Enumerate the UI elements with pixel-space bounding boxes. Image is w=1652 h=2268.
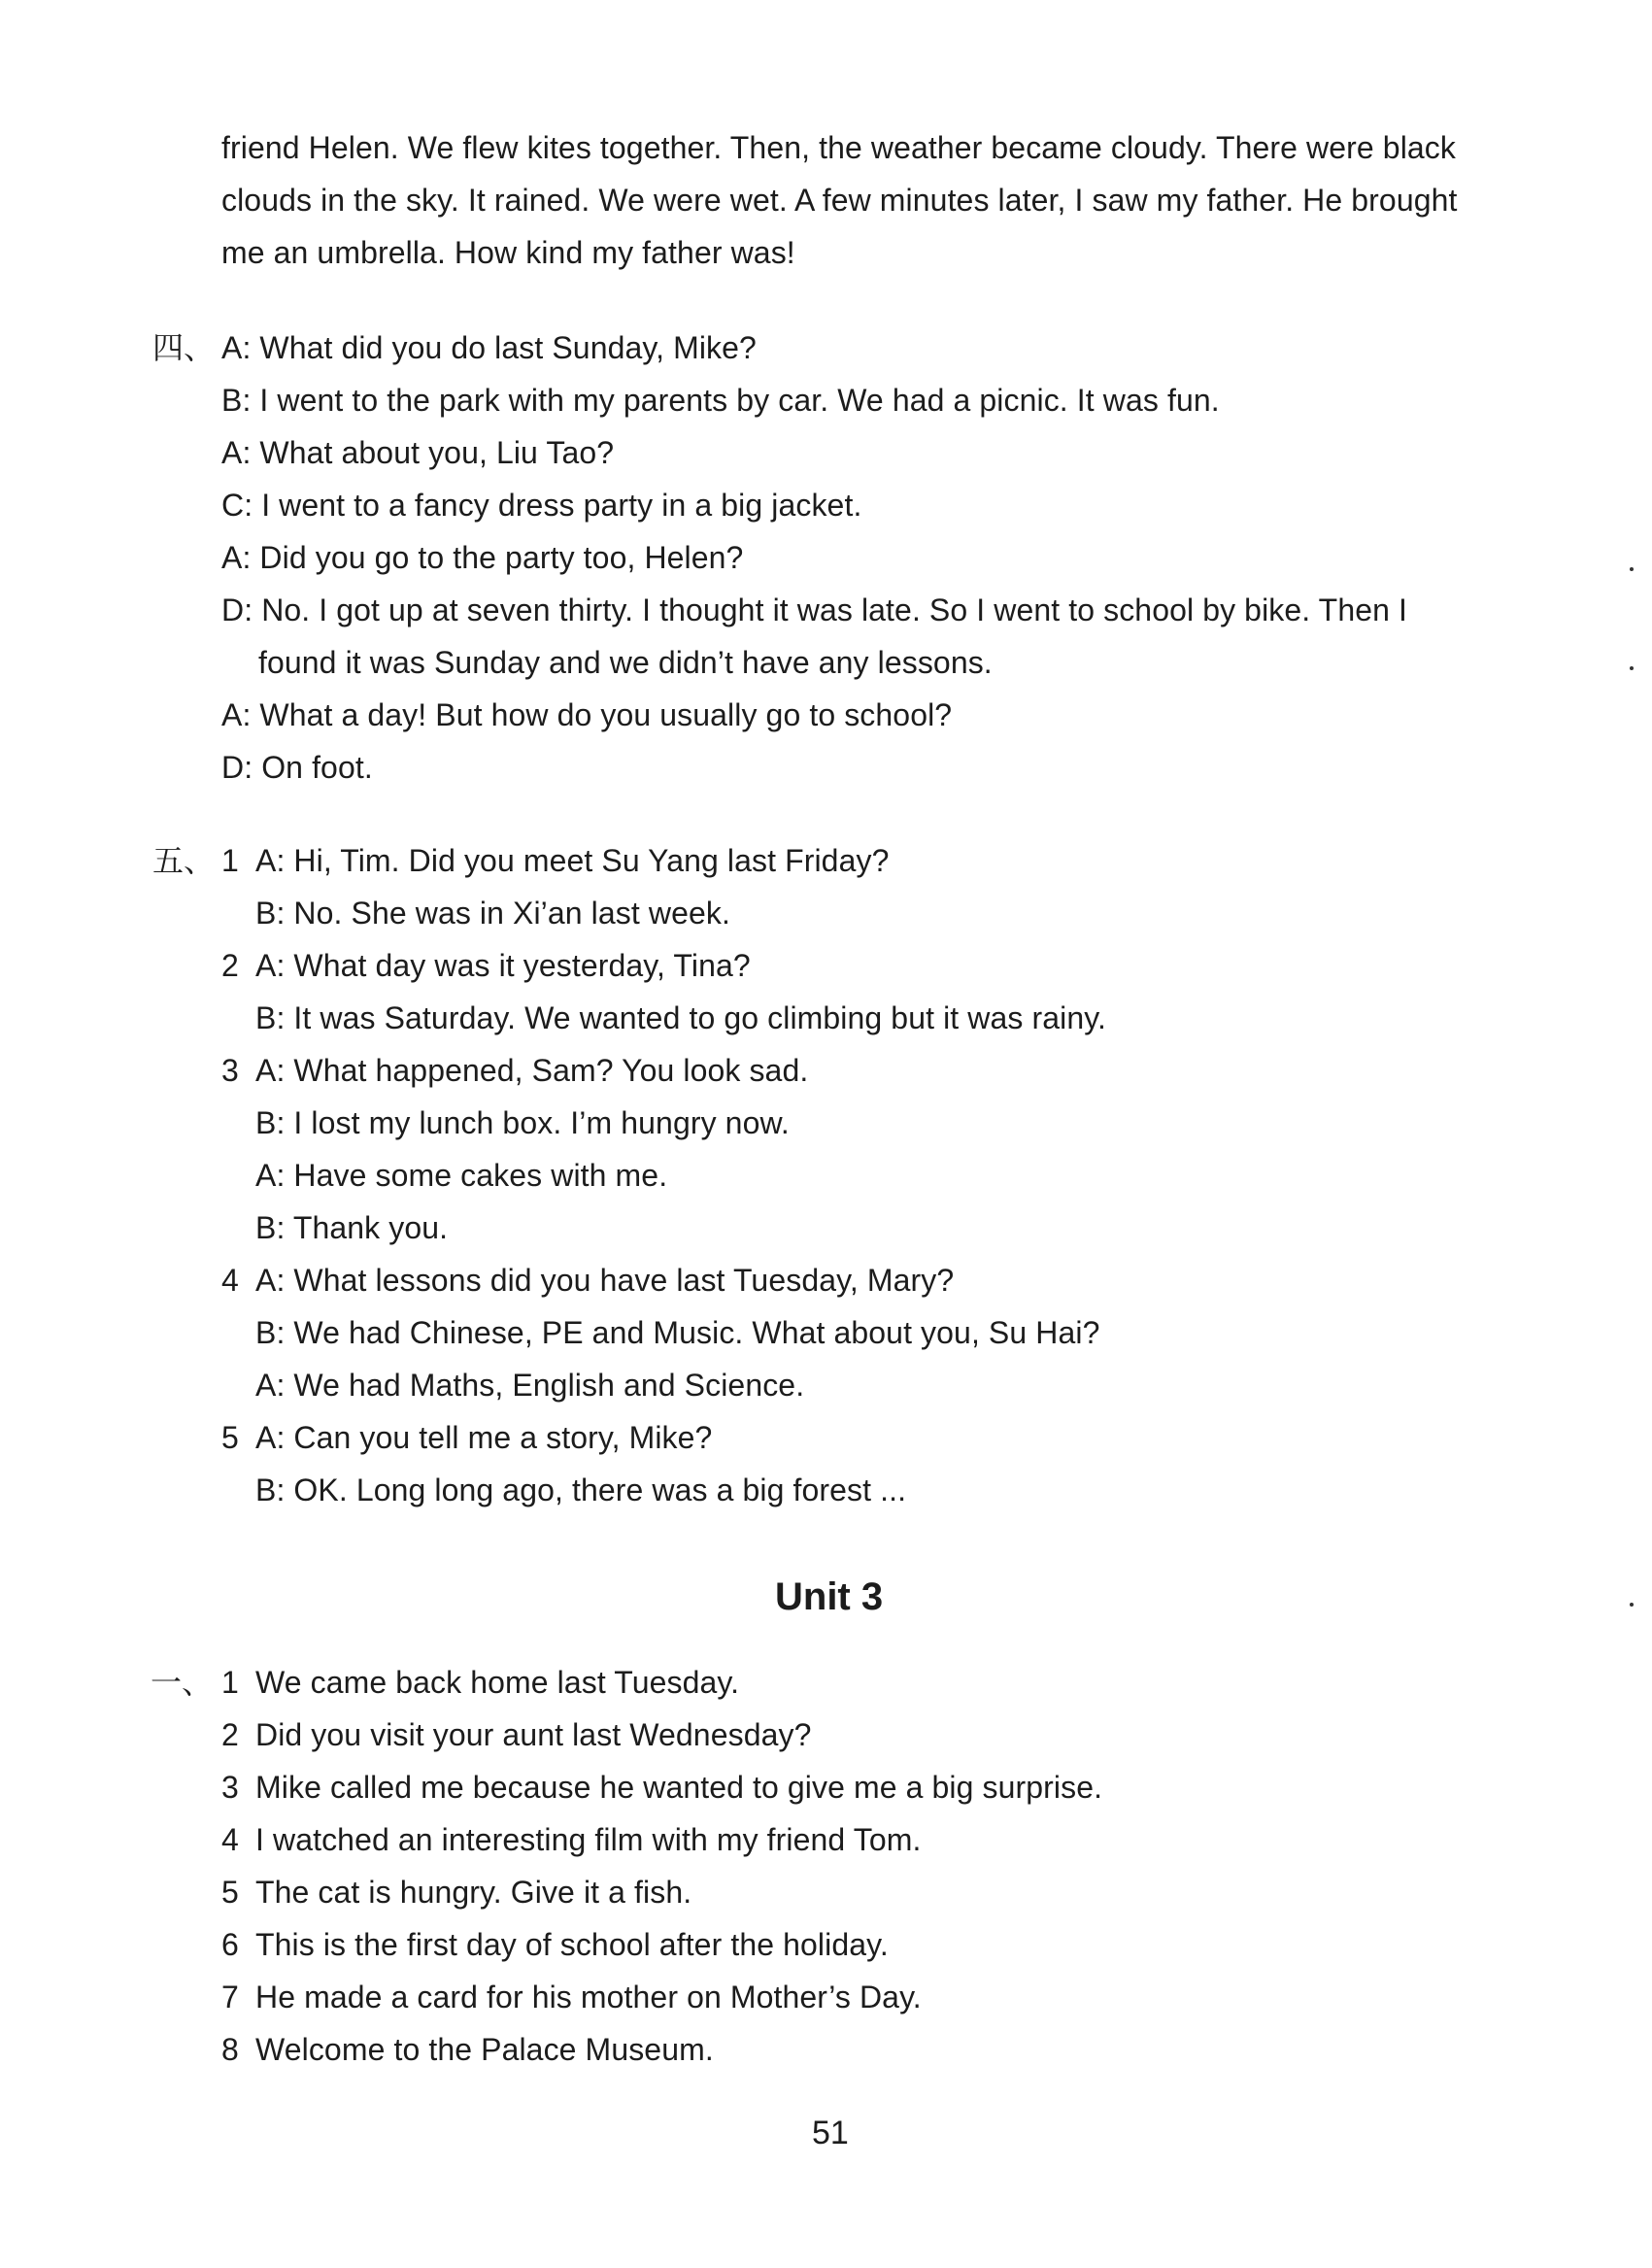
item-number: 5 bbox=[221, 1420, 239, 1455]
dialogue-line: A: Have some cakes with me. bbox=[255, 1158, 668, 1193]
dialogue-line: C: I went to a fancy dress party in a big jacket. bbox=[221, 488, 862, 523]
section-four-marker: 四、 bbox=[152, 329, 216, 366]
dialogue-line: D: On foot. bbox=[221, 750, 373, 785]
dialogue-line: A: What lessons did you have last Tuesday, Mary? bbox=[255, 1263, 955, 1298]
sentence: Welcome to the Palace Museum. bbox=[255, 2032, 714, 2067]
item-number: 8 bbox=[221, 2032, 239, 2067]
dialogue-line: B: No. She was in Xi’an last week. bbox=[255, 896, 730, 931]
item-number: 4 bbox=[221, 1263, 239, 1298]
section-five-marker: 五、 bbox=[152, 842, 216, 879]
item-number: 6 bbox=[221, 1927, 239, 1962]
intro-line: clouds in the sky. It rained. We were wet. A few minutes later, I saw my father. He brought bbox=[221, 183, 1458, 218]
dialogue-line: B: Thank you. bbox=[255, 1210, 449, 1245]
dialogue-line: A: Can you tell me a story, Mike? bbox=[255, 1420, 713, 1455]
dialogue-line: A: Did you go to the party too, Helen? bbox=[221, 540, 744, 575]
dialogue-line: B: It was Saturday. We wanted to go climbing but it was rainy. bbox=[255, 1000, 1106, 1035]
dialogue-line: A: What day was it yesterday, Tina? bbox=[255, 948, 751, 983]
scan-speck bbox=[1630, 567, 1634, 571]
sentence: Did you visit your aunt last Wednesday? bbox=[255, 1717, 812, 1752]
dialogue-line: D: No. I got up at seven thirty. I thought it was late. So I went to school by bike. Then I bbox=[221, 592, 1408, 627]
unit-title: Unit 3 bbox=[775, 1575, 884, 1618]
item-number: 7 bbox=[221, 1980, 239, 2014]
sentence: The cat is hungry. Give it a fish. bbox=[255, 1875, 692, 1910]
dialogue-line: B: I lost my lunch box. I’m hungry now. bbox=[255, 1105, 790, 1140]
sentence: I watched an interesting film with my friend Tom. bbox=[255, 1822, 922, 1857]
dialogue-line: found it was Sunday and we didn’t have any lessons. bbox=[258, 645, 993, 680]
dialogue-line: B: I went to the park with my parents by car. We had a picnic. It was fun. bbox=[221, 383, 1220, 418]
item-number: 1 bbox=[221, 1665, 239, 1700]
dialogue-line: A: What happened, Sam? You look sad. bbox=[255, 1053, 809, 1088]
dialogue-line: B: We had Chinese, PE and Music. What about you, Su Hai? bbox=[255, 1315, 1100, 1350]
item-number: 3 bbox=[221, 1053, 239, 1088]
section-one-marker: 一、 bbox=[151, 1664, 214, 1701]
sentence: He made a card for his mother on Mother’s Day. bbox=[255, 1980, 922, 2014]
dialogue-line: A: We had Maths, English and Science. bbox=[255, 1368, 805, 1403]
item-number: 2 bbox=[221, 948, 239, 983]
item-number: 1 bbox=[221, 843, 239, 878]
dialogue-line: B: OK. Long long ago, there was a big forest ... bbox=[255, 1473, 907, 1507]
item-number: 5 bbox=[221, 1875, 239, 1910]
scan-speck bbox=[1630, 1603, 1634, 1607]
item-number: 3 bbox=[221, 1770, 239, 1805]
item-number: 4 bbox=[221, 1822, 239, 1857]
dialogue-line: A: What about you, Liu Tao? bbox=[221, 435, 615, 470]
sentence: This is the first day of school after the holiday. bbox=[255, 1927, 889, 1962]
scan-speck bbox=[1630, 666, 1634, 670]
intro-line: me an umbrella. How kind my father was! bbox=[221, 235, 795, 270]
sentence: We came back home last Tuesday. bbox=[255, 1665, 740, 1700]
dialogue-line: A: Hi, Tim. Did you meet Su Yang last Friday? bbox=[255, 843, 890, 878]
item-number: 2 bbox=[221, 1717, 239, 1752]
intro-line: friend Helen. We flew kites together. Then, the weather became cloudy. There were black bbox=[221, 130, 1457, 165]
dialogue-line: A: What did you do last Sunday, Mike? bbox=[221, 330, 757, 365]
sentence: Mike called me because he wanted to give me a big surprise. bbox=[255, 1770, 1103, 1805]
page-number: 51 bbox=[812, 2115, 849, 2151]
dialogue-line: A: What a day! But how do you usually go to school? bbox=[221, 697, 953, 732]
